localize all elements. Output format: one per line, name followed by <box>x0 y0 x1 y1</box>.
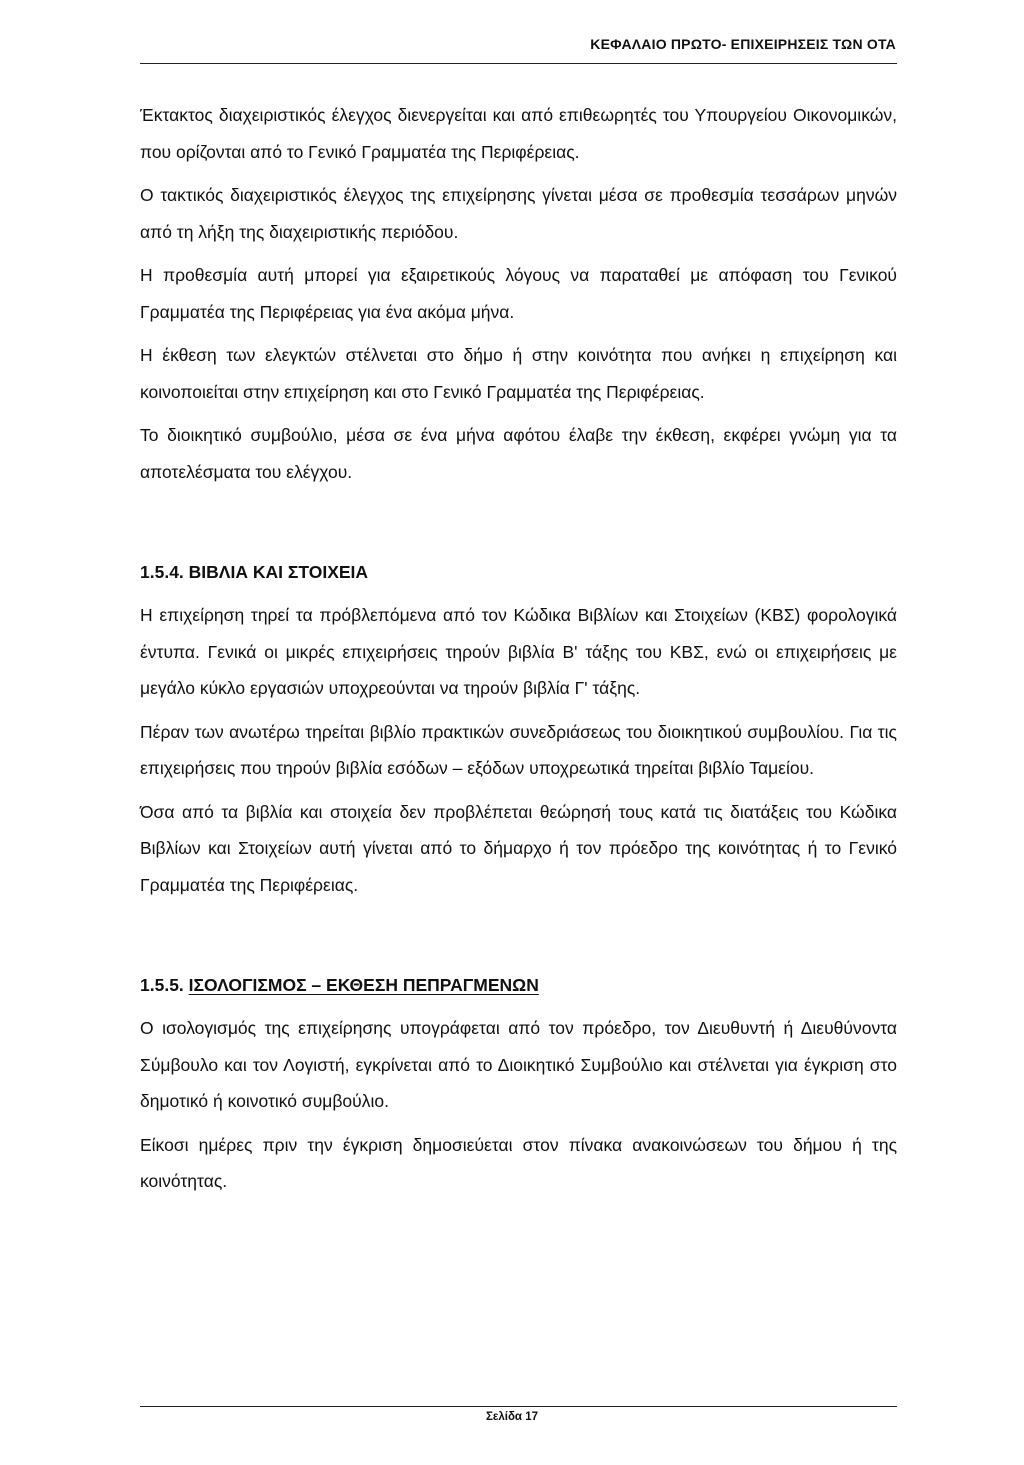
paragraph: Έκτακτος διαχειριστικός έλεγχος διενεργείται και από επιθεωρητές του Υπουργείου Οικονομικών, που ορίζονται από το Γενικό Γραμματέα της Περιφέρειας. <box>140 105 897 162</box>
page-body <box>140 97 897 1200</box>
paragraph: Ο τακτικός διαχειριστικός έλεγχος της επιχείρησης γίνεται μέσα σε προθεσμία τεσσάρων μηνών από τη λήξη της διαχειριστικής περιόδου. <box>140 185 897 242</box>
paragraph: Η επιχείρηση τηρεί τα πρόβλεπόμενα από τον Κώδικα Βιβλίων και Στοιχείων (ΚΒΣ) φορολογικά έντυπα. Γενικά οι μικρές επιχειρήσεις τηρούν βιβλία Β' τάξης του ΚΒΣ, ενώ οι επιχειρήσεις με μεγάλο κύκλο εργασιών υποχρεούνται να τηρούν βιβλία Γ' τάξης. <box>140 605 897 698</box>
paragraph: Ο ισολογισμός της επιχείρησης υπογράφεται από τον πρόεδρο, τον Διευθυντή ή Διευθύνοντα Σύμβουλο και τον Λογιστή, εγκρίνεται από το Διοικητικό Συμβούλιο και στέλνεται για έγκριση στο δημοτικό ή κοινοτικό συμβούλιο. <box>140 1018 897 1111</box>
footer-divider <box>140 1406 897 1407</box>
paragraph: Η προθεσμία αυτή μπορεί για εξαιρετικούς λόγους να παραταθεί με απόφαση του Γενικού Γραμματέα της Περιφέρειας για ένα ακόμα μήνα. <box>140 265 897 322</box>
section-number: 1.5.5. <box>140 975 184 995</box>
paragraph: Όσα από τα βιβλία και στοιχεία δεν προβλέπεται θεώρησή τους κατά τις διατάξεις του Κώδικα Βιβλίων και Στοιχείων αυτή γίνεται από το δήμαρχο ή τον πρόεδρο της κοινότητας ή το Γενικό Γραμματέα της Περιφέρειας. <box>140 801 897 895</box>
paragraph: Η έκθεση των ελεγκτών στέλνεται στο δήμο ή στην κοινότητα που ανήκει η επιχείρηση και κοινοποιείται στην επιχείρηση και στο Γενικό Γραμματέα της Περιφέρειας. <box>140 345 897 402</box>
section-heading-1-5-5 <box>140 967 897 1003</box>
section-number: 1.5.4. <box>140 562 184 582</box>
header-divider <box>140 63 897 64</box>
section-heading-1-5-4 <box>140 554 897 590</box>
paragraph: Είκοσι ημέρες πριν την έγκριση δημοσιεύεται στον πίνακα ανακοινώσεων του δήμου ή της κοινότητας. <box>140 1134 897 1191</box>
section-title: ΒΙΒΛΙΑ ΚΑΙ ΣΤΟΙΧΕΙΑ <box>188 562 369 582</box>
paragraph: Το διοικητικό συμβούλιο, μέσα σε ένα μήνα αφότου έλαβε την έκθεση, εκφέρει γνώμη για τα αποτελέσματα του ελέγχου. <box>140 425 897 482</box>
paragraph: Πέραν των ανωτέρω τηρείται βιβλίο πρακτικών συνεδριάσεως του διοικητικού συμβουλίου. Για τις επιχειρήσεις που τηρούν βιβλία εσόδων – εξόδων υποχρεωτικά τηρείται βιβλίο Ταμείου. <box>140 721 897 778</box>
page-number: Σελίδα 17 <box>486 1411 538 1423</box>
section-title: ΙΣΟΛΟΓΙΣΜΟΣ – ΕΚΘΕΣΗ ΠΕΠΡΑΓΜΕΝΩΝ <box>188 975 539 995</box>
running-header: ΚΕΦΑΛΑΙΟ ΠΡΩΤΟ- ΕΠΙΧΕΙΡΗΣΕΙΣ ΤΩΝ ΟΤΑ <box>590 36 896 52</box>
